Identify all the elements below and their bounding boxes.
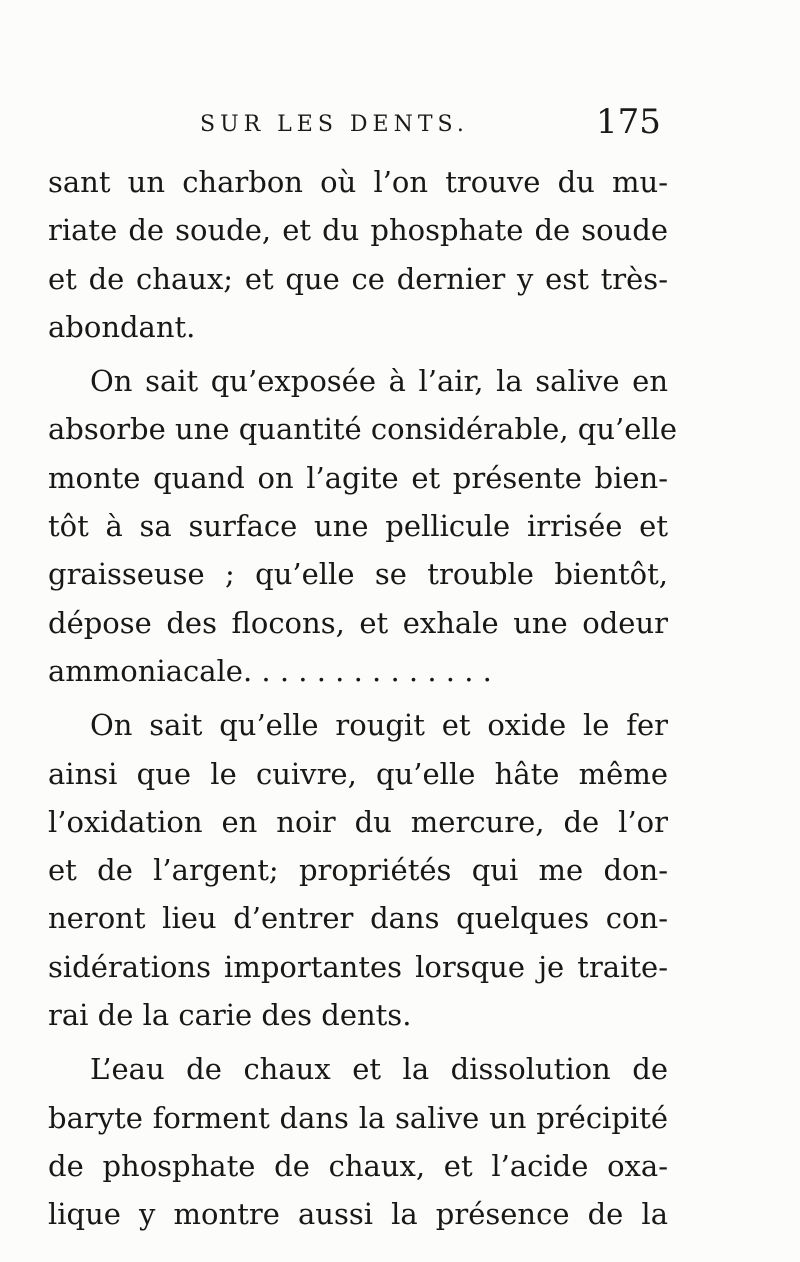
text-line: et de l’argent; propriétés qui me don- <box>48 853 668 888</box>
text-line: ainsi que le cuivre, qu’elle hâte même <box>48 756 668 791</box>
paragraph-2 <box>48 357 678 695</box>
text-line: riate de soude, et du phosphate de soude <box>48 213 668 248</box>
text-line: On sait qu’elle rougit et oxide le fer <box>90 708 668 743</box>
paragraph-3 <box>48 701 668 1039</box>
text-line: de phosphate de chaux, et l’acide oxa- <box>48 1148 668 1183</box>
page-number: 175 <box>596 102 661 142</box>
running-title: SUR LES DENTS. <box>200 112 469 137</box>
text-line: On sait qu’exposée à l’air, la salive en <box>90 364 668 399</box>
text-line: lique y montre aussi la présence de la <box>48 1197 668 1232</box>
paragraph-4 <box>48 1045 668 1238</box>
paragraph-1 <box>48 158 668 351</box>
text-line: dépose des flocons, et exhale une odeur <box>48 605 668 640</box>
text-line: abondant. <box>48 309 196 344</box>
text-line: et de chaux; et que ce dernier y est très- <box>48 261 668 296</box>
text-line: neront lieu d’entrer dans quelques con- <box>48 901 668 936</box>
text-line: absorbe une quantité considérable, qu’elle <box>48 412 678 447</box>
text-line: monte quand on l’agite et présente bien- <box>48 460 668 495</box>
page-header <box>0 98 800 158</box>
text-line: l’oxidation en noir du mercure, de l’or <box>48 804 668 839</box>
text-line: baryte forment dans la salive un précipité <box>48 1100 668 1135</box>
body-text <box>48 158 678 1239</box>
text-line: ammoniacale. . . . . . . . . . . . . . <box>48 653 492 688</box>
text-line: L’eau de chaux et la dissolution de <box>90 1052 668 1087</box>
text-line: graisseuse ; qu’elle se trouble bientôt, <box>48 557 668 592</box>
text-line: sant un charbon où l’on trouve du mu- <box>48 165 668 199</box>
text-line: rai de la carie des dents. <box>48 998 412 1033</box>
text-line: tôt à sa surface une pellicule irrisée et <box>48 509 668 544</box>
text-line: sidérations importantes lorsque je traite- <box>48 949 668 984</box>
